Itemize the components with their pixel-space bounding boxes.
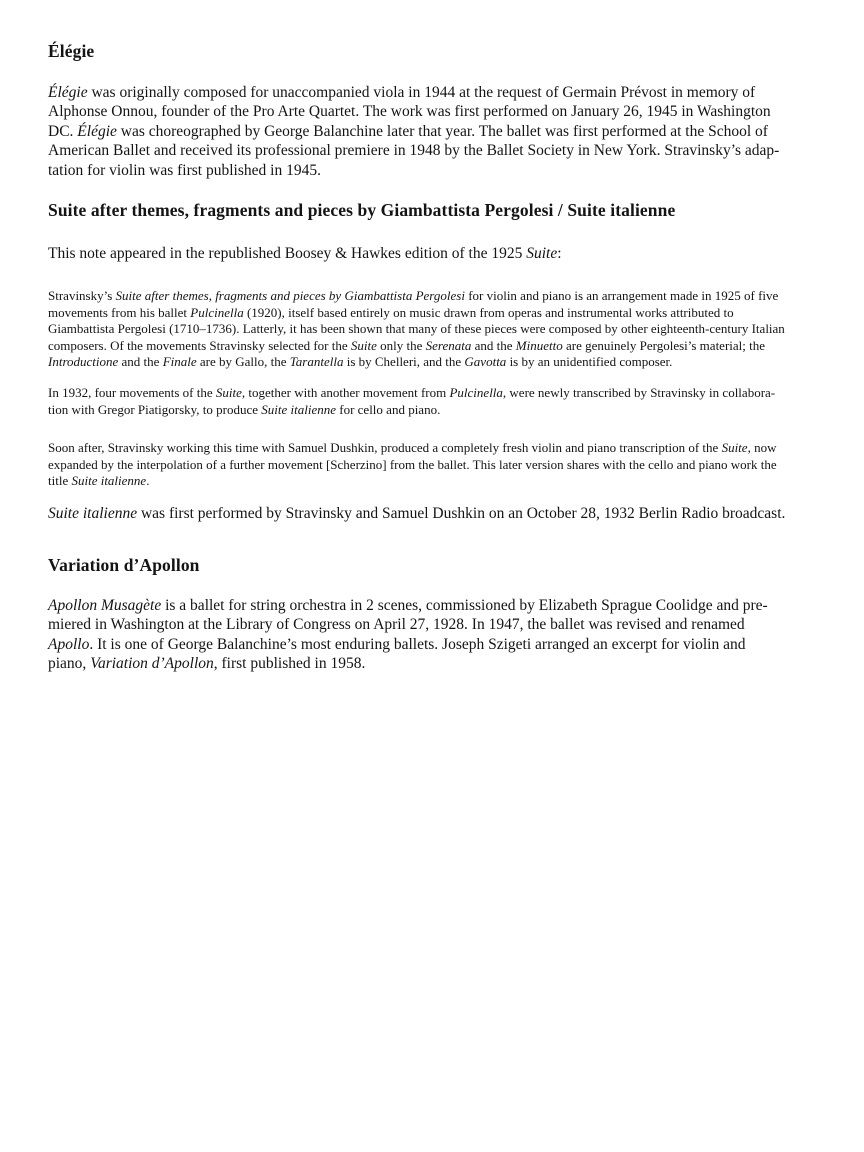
quote-paragraph-3: Soon after, Stravinsky working this time with Samuel Dushkin, produced a completely fresh violin and piano transcription of the Suite, now expanded by the interpolation of a further movement [Scherzino] from the ballet. This later version shares with the cello and piano work the title Suite italienne.: [48, 440, 777, 489]
paragraph-suite-premiere: Suite italienne was first performed by Stravinsky and Samuel Dushkin on an October 28, 1932 Berlin Radio broadcast.: [48, 504, 786, 522]
quote-paragraph-2: In 1932, four movements of the Suite, together with another movement from Pulcinella, were newly transcribed by Stravinsky in collabora- tion with Gregor Piatigorsky, to produce Suite italienne for cello and piano.: [48, 385, 776, 417]
quote-paragraph-1: Stravinsky’s Suite after themes, fragments and pieces by Giambattista Pergolesi for violin and piano is an arrangement made in 1925 of five movements from his ballet Pulcinella (1920), itself based entirely on music drawn from operas and instrumental works attributed to Giambattista Pergolesi (1710–1736). Latterly, it has been shown that many of these pieces were composed by other eighteenth-century Italian composers. Of the movements Stravinsky selected for the Suite only the Serenata and the Minuetto are genuinely Pergolesi’s material; the Introductione and the Finale are by Gallo, the Tarantella is by Chelleri, and the Gavotta is by an unidentified composer.: [48, 288, 785, 370]
section-heading-suite: Suite after themes, fragments and pieces by Giambattista Pergolesi / Suite italienne: [48, 200, 676, 221]
paragraph-variation: Apollon Musagète is a ballet for string orchestra in 2 scenes, commissioned by Elizabeth Sprague Coolidge and pre- miered in Washington at the Library of Congress on April 27, 1928. In 1947, the ballet was revised and renamed Apollo. It is one of George Balanchine’s most enduring ballets. Joseph Szigeti arranged an excerpt for violin and piano, Variation d’Apollon, first published in 1958.: [48, 596, 768, 673]
paragraph-suite-intro: This note appeared in the republished Boosey & Hawkes edition of the 1925 Suite:: [48, 245, 562, 263]
section-heading-variation: Variation d’Apollon: [48, 554, 200, 575]
paragraph-elegie: Élégie was originally composed for unaccompanied viola in 1944 at the request of Germain Prévost in memory of Alphonse Onnou, founder of the Pro Arte Quartet. The work was first performed on January 26, 1945 in Washington DC. Élégie was choreographed by George Balanchine later that year. The ballet was first performed at the School of American Ballet and received its professional premiere in 1948 by the Ballet Society in New York. Stravinsky’s adap- tation for violin was first published in 1945.: [48, 84, 780, 179]
section-heading-elegie: Élégie: [48, 41, 95, 61]
